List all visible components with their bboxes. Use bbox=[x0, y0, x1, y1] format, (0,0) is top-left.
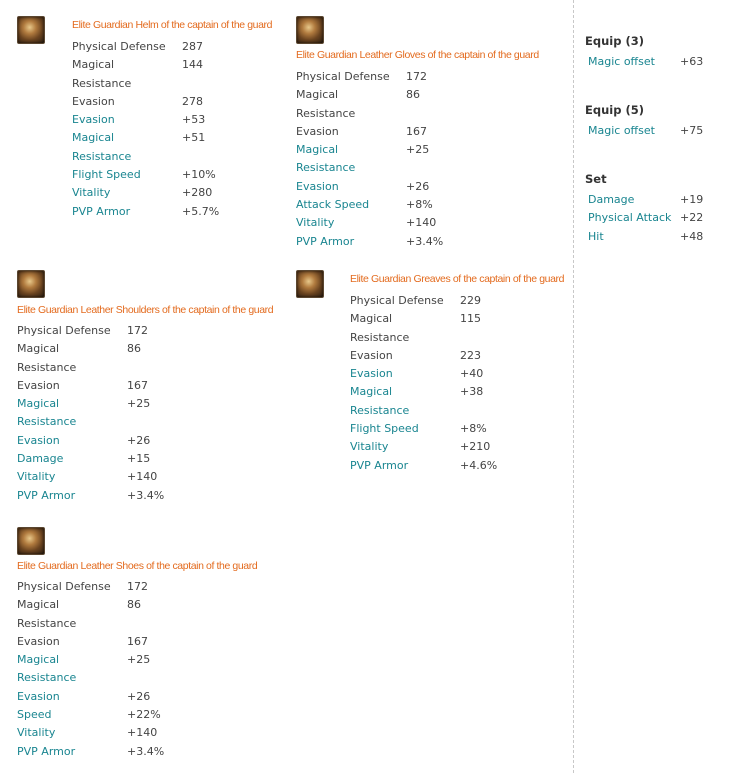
stat-label: Magical Resistance bbox=[72, 58, 132, 90]
stat-value: 86 bbox=[127, 342, 141, 356]
gloves-icon[interactable] bbox=[296, 16, 324, 44]
stat-row bbox=[72, 184, 219, 202]
stat-value: 278 bbox=[182, 94, 203, 108]
stat-row bbox=[72, 203, 219, 221]
stat-row bbox=[17, 395, 164, 432]
stat-row bbox=[72, 111, 219, 129]
item-title[interactable]: Elite Guardian Helm of the captain of the guard bbox=[72, 19, 273, 31]
stat-label: Evasion bbox=[350, 348, 393, 362]
stat-row bbox=[72, 38, 219, 56]
item-title[interactable]: Elite Guardian Greaves of the captain of the guard bbox=[350, 273, 565, 285]
set-heading: Equip (5) bbox=[585, 103, 644, 117]
shoes-icon[interactable] bbox=[17, 527, 45, 555]
stat-value: +280 bbox=[182, 186, 213, 200]
stat-label: Physical Defense bbox=[72, 40, 166, 53]
stat-label: Physical Defense bbox=[17, 324, 111, 337]
item-greaves bbox=[296, 270, 565, 472]
stat-row bbox=[17, 322, 164, 340]
stat-row bbox=[17, 596, 164, 633]
set-group-equip-3 bbox=[585, 33, 703, 71]
stat-row bbox=[17, 688, 164, 706]
stat-label: Attack Speed bbox=[296, 198, 370, 212]
stat-value: 167 bbox=[406, 124, 427, 138]
stat-row bbox=[350, 420, 497, 438]
stat-value: 172 bbox=[127, 580, 148, 593]
stat-label: Speed bbox=[17, 708, 52, 722]
stat-value: 86 bbox=[127, 598, 141, 612]
stat-row bbox=[296, 233, 443, 251]
stat-row bbox=[72, 56, 219, 93]
stat-value: +3.4% bbox=[127, 488, 165, 502]
stat-label: Physical Defense bbox=[296, 70, 390, 83]
stat-value: +25 bbox=[127, 397, 151, 411]
stat-value: 144 bbox=[182, 58, 203, 72]
set-stat-row bbox=[585, 53, 703, 71]
stat-row bbox=[17, 377, 164, 395]
stat-value: +8% bbox=[460, 422, 487, 436]
set-stat-label: Hit bbox=[588, 229, 604, 243]
stat-row bbox=[296, 68, 443, 86]
stat-row bbox=[17, 743, 164, 761]
stat-row bbox=[17, 724, 164, 742]
set-group-set bbox=[585, 171, 703, 246]
stat-label: Evasion bbox=[17, 689, 60, 703]
stat-value: +26 bbox=[406, 179, 430, 193]
stat-label: Evasion bbox=[72, 94, 115, 108]
stat-value: +38 bbox=[460, 385, 484, 399]
stat-value: 115 bbox=[460, 312, 481, 326]
stat-row bbox=[72, 166, 219, 184]
stat-label: Evasion bbox=[17, 378, 60, 392]
stats-list bbox=[17, 578, 164, 761]
stat-value: +15 bbox=[127, 452, 151, 466]
stat-row bbox=[296, 86, 443, 123]
item-title[interactable]: Elite Guardian Leather Shoes of the captain of the guard bbox=[17, 560, 258, 572]
set-stat-row bbox=[585, 228, 703, 246]
stat-value: +3.4% bbox=[127, 744, 165, 758]
stat-row bbox=[350, 347, 497, 365]
stat-label: Evasion bbox=[17, 634, 60, 648]
stat-label: Magical Resistance bbox=[17, 598, 77, 630]
stat-label: Magical Resistance bbox=[72, 131, 132, 163]
shoulders-icon[interactable] bbox=[17, 270, 45, 298]
stat-value: +26 bbox=[127, 689, 151, 703]
stat-label: Evasion bbox=[350, 367, 393, 381]
stat-label: Magical Resistance bbox=[17, 653, 77, 685]
stat-row bbox=[350, 383, 497, 420]
stat-row bbox=[72, 93, 219, 111]
stat-row bbox=[350, 292, 497, 310]
set-stat-value: +63 bbox=[680, 55, 704, 68]
stat-value: 223 bbox=[460, 348, 481, 362]
stat-value: +140 bbox=[406, 216, 437, 230]
stat-value: 172 bbox=[127, 324, 148, 337]
stat-label: Vitality bbox=[17, 470, 56, 484]
item-shoes bbox=[17, 527, 258, 758]
stat-row bbox=[17, 468, 164, 486]
stat-label: Damage bbox=[17, 452, 64, 466]
stat-label: Vitality bbox=[296, 216, 335, 230]
stat-row bbox=[17, 432, 164, 450]
stats-list bbox=[17, 322, 164, 505]
stat-value: +3.4% bbox=[406, 234, 444, 248]
stats-list bbox=[72, 38, 219, 221]
set-heading: Set bbox=[585, 172, 607, 186]
stat-label: Evasion bbox=[17, 433, 60, 447]
stat-label: Magical Resistance bbox=[17, 342, 77, 374]
stat-row bbox=[296, 178, 443, 196]
stat-label: Physical Defense bbox=[17, 580, 111, 593]
stat-row bbox=[350, 457, 497, 475]
stat-label: PVP Armor bbox=[296, 234, 355, 248]
stat-label: Magical Resistance bbox=[296, 88, 356, 120]
stat-value: +10% bbox=[182, 168, 216, 182]
stat-value: +140 bbox=[127, 726, 158, 740]
stats-list bbox=[350, 292, 497, 475]
stat-row bbox=[17, 578, 164, 596]
stat-label: Evasion bbox=[296, 124, 339, 138]
set-stat-label: Magic offset bbox=[588, 124, 655, 137]
stat-label: PVP Armor bbox=[17, 488, 76, 502]
stat-value: 167 bbox=[127, 634, 148, 648]
stat-value: +210 bbox=[460, 440, 491, 454]
stat-value: 167 bbox=[127, 378, 148, 392]
stat-value: +8% bbox=[406, 198, 433, 212]
item-shoulders bbox=[17, 270, 274, 502]
stat-row bbox=[350, 438, 497, 456]
set-stat-value: +22 bbox=[680, 211, 704, 225]
stats-list bbox=[296, 68, 443, 251]
stat-row bbox=[72, 129, 219, 166]
set-stat-label: Magic offset bbox=[588, 55, 655, 68]
stat-label: Vitality bbox=[17, 726, 56, 740]
stat-label: PVP Armor bbox=[72, 204, 131, 218]
stat-row bbox=[17, 487, 164, 505]
stat-row bbox=[296, 141, 443, 178]
stat-row bbox=[17, 340, 164, 377]
stat-label: Vitality bbox=[72, 186, 111, 200]
stat-row bbox=[296, 214, 443, 232]
stat-value: +22% bbox=[127, 708, 161, 722]
stat-label: Physical Defense bbox=[350, 294, 444, 307]
set-stat-row bbox=[585, 122, 703, 140]
set-stat-value: +75 bbox=[680, 124, 704, 137]
stat-value: 229 bbox=[460, 294, 481, 307]
set-stat-value: +48 bbox=[680, 229, 704, 243]
stat-row bbox=[296, 123, 443, 141]
stat-label: Magical Resistance bbox=[350, 385, 410, 417]
stat-row bbox=[17, 633, 164, 651]
item-helm bbox=[17, 16, 273, 218]
stat-label: Evasion bbox=[72, 113, 115, 127]
stat-label: Flight Speed bbox=[350, 422, 419, 436]
set-stat-row bbox=[585, 191, 703, 209]
helm-icon[interactable] bbox=[17, 16, 45, 44]
item-title[interactable]: Elite Guardian Leather Gloves of the captain of the guard bbox=[296, 49, 539, 61]
stat-value: +51 bbox=[182, 131, 206, 145]
set-group-equip-5 bbox=[585, 102, 703, 140]
stat-value: +25 bbox=[406, 143, 430, 157]
set-stat-label: Damage bbox=[588, 193, 635, 206]
stat-value: 86 bbox=[406, 88, 420, 102]
stat-value: +40 bbox=[460, 367, 484, 381]
stat-label: Magical Resistance bbox=[350, 312, 410, 344]
item-title[interactable]: Elite Guardian Leather Shoulders of the captain of the guard bbox=[17, 304, 274, 316]
stat-value: +26 bbox=[127, 433, 151, 447]
stat-label: Flight Speed bbox=[72, 168, 141, 182]
set-heading: Equip (3) bbox=[585, 34, 644, 48]
column-divider bbox=[573, 0, 574, 773]
stat-row bbox=[350, 310, 497, 347]
stat-value: +5.7% bbox=[182, 204, 220, 218]
stat-label: PVP Armor bbox=[17, 744, 76, 758]
stat-label: Evasion bbox=[296, 179, 339, 193]
stat-row bbox=[17, 651, 164, 688]
stat-label: Vitality bbox=[350, 440, 389, 454]
set-stat-label: Physical Attack bbox=[588, 211, 672, 225]
stat-value: +53 bbox=[182, 113, 206, 127]
stat-row bbox=[17, 706, 164, 724]
item-gloves bbox=[296, 16, 539, 248]
stat-value: 172 bbox=[406, 70, 427, 83]
stat-label: Magical Resistance bbox=[296, 143, 356, 175]
stat-label: PVP Armor bbox=[350, 458, 409, 472]
stat-value: 287 bbox=[182, 40, 203, 53]
set-stat-row bbox=[585, 209, 703, 227]
stat-row bbox=[350, 365, 497, 383]
stat-row bbox=[296, 196, 443, 214]
greaves-icon[interactable] bbox=[296, 270, 324, 298]
set-stat-value: +19 bbox=[680, 193, 704, 206]
stat-value: +4.6% bbox=[460, 458, 498, 472]
stat-row bbox=[17, 450, 164, 468]
stat-value: +140 bbox=[127, 470, 158, 484]
stat-label: Magical Resistance bbox=[17, 397, 77, 429]
stat-value: +25 bbox=[127, 653, 151, 667]
